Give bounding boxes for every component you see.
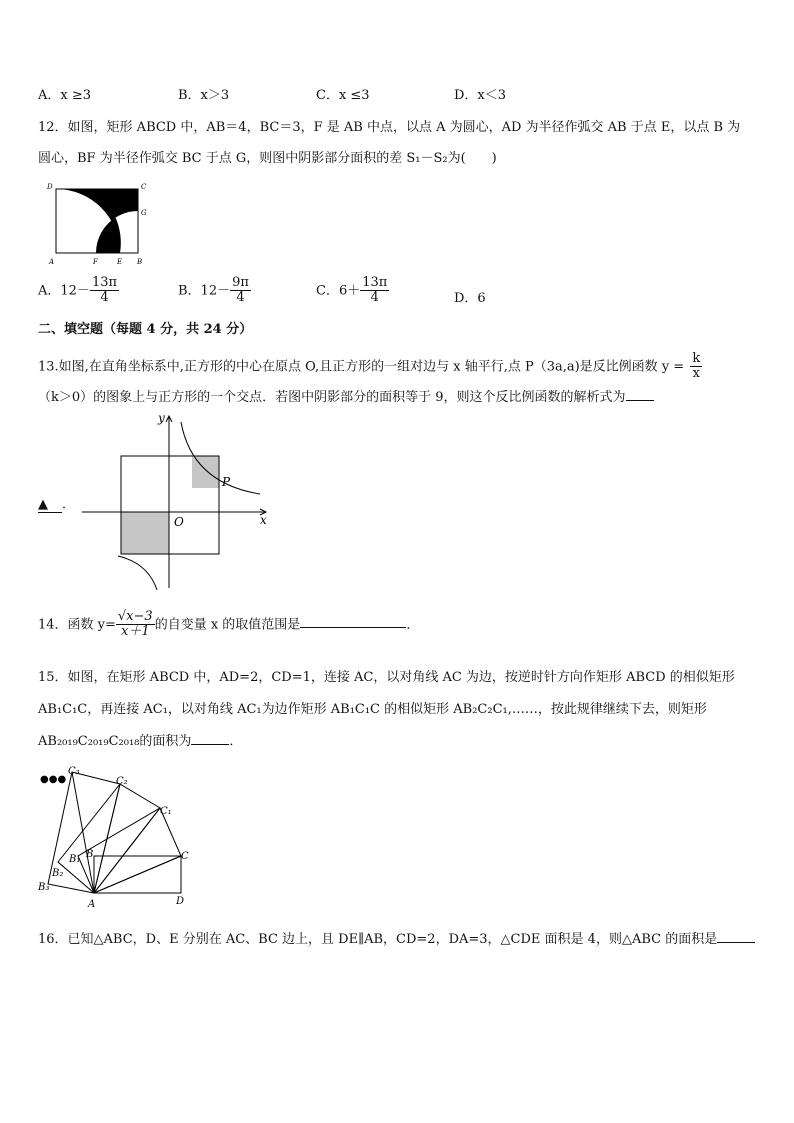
label-d: D [176,896,185,907]
q13-text-line1: 13.如图,在直角坐标系中,正方形的中心在原点 O,且正方形的一组对边与 x 轴平行,点 P（3a,a)是反比例函数 y = $\frac{k}{x}$ [38,351,701,382]
shaded-region-bottom-left [121,512,169,554]
ellipsis-dots: ●●● [40,774,67,785]
q15-text-line3: AB₂₀₁₉C₂₀₁₉C₂₀₁₈的面积为 ． [38,734,243,749]
label-o: O [174,515,184,529]
label-a: A [88,899,96,910]
hyperbola-branch-3 [118,556,157,590]
q12-figure [44,180,154,266]
label-g: G [141,209,147,217]
label-p: P [222,475,231,489]
section-heading: 二、填空题（每题 4 分，共 24 分） [38,322,253,337]
q12-text-line2: 圆心，BF 为半径作弧交 BC 于点 G，则图中阴影部分面积的差 S₁－S₂为( ) [38,151,497,166]
q12-text-line1: 12．如图，矩形 ABCD 中，AB＝4，BC＝3，F 是 AB 中点，以点 A 为圆心，AD 为半径作弧交 AB 于点 E，以点 B 为 [38,120,741,135]
q15-text-line2: AB₁C₁C，再连接 AC₁，以对角线 AC₁为边作矩形 AB₁C₁C 的相似矩形 AB₂C₂C₁,……，按此规律继续下去，则矩形 [38,702,707,717]
label-b: B [86,849,94,860]
option-c: C．x ≤3 [316,88,370,103]
label-e: E [117,258,123,266]
q12-option-a: A．12－ $\frac{13\pi}{4}$ [38,275,118,306]
label-a: A [49,258,55,266]
q13-answer-blank: ▲ ． [38,497,76,512]
q14-text: 14．函数 y= $\frac{√x-3}{x+1}$ 的自变量 x 的取值范围是 ． [38,609,420,640]
label-c2: C₂ [116,776,128,787]
label-c: C [141,183,147,191]
shaded-region-top-right [192,456,219,488]
q15-text-line1: 15．如图，在矩形 ABCD 中，AD=2，CD=1，连接 AC，以对角线 AC 为边，按逆时针方向作矩形 ABCD 的相似矩形 [38,670,735,685]
label-y: y [158,411,165,425]
option-d: D．x＜3 [454,88,507,103]
q13-figure [80,408,280,592]
q15-figure [34,762,204,910]
label-f: F [93,258,98,266]
label-c1: C₁ [160,806,172,817]
option-a: A．x ≥3 [38,88,92,103]
label-x: x [260,513,267,527]
q12-option-c: C．6＋ $\frac{13\pi}{4}$ [316,275,388,306]
label-c: C [181,851,189,862]
label-b2: B₂ [52,868,64,879]
label-b1: B₁ [69,854,81,865]
label-d: D [47,183,53,191]
label-b: B [137,258,143,266]
q16-text: 16．已知△ABC，D、E 分别在 AC、BC 边上，且 DE∥AB，CD=2，DA=3，△CDE 面积是 4，则△ABC 的面积是 [38,928,755,947]
q12-option-b: B．12－ $\frac{9\pi}{4}$ [178,275,249,306]
label-c3: C₃ [68,766,80,777]
q13-text-line2: （k＞0）的图象上与正方形的一个交点．若图中阴影部分的面积等于 9，则这个反比例函数的解析式为 [38,386,654,405]
option-b: B．x＞3 [178,88,230,103]
label-b3: B₃ [38,882,50,893]
q12-option-d: D．6 [454,291,486,306]
